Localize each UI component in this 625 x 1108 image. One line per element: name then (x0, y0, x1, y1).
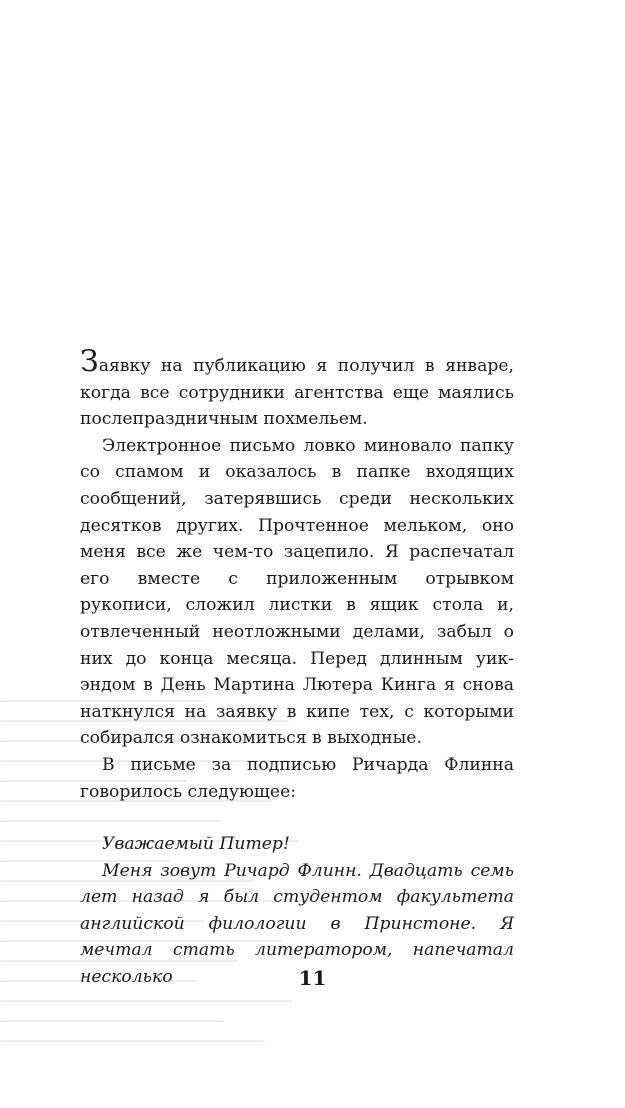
paragraph-3: В письме за подписью Ричарда Флинна говорилось следующее: (80, 754, 514, 802)
main-text (80, 344, 514, 991)
page-number: 11 (298, 966, 327, 990)
paragraph-1-text: аявку на публикацию я получил в январе, когда все сотрудники агентства еще маялись послепраздничным похмельем. (80, 356, 514, 430)
letter-salutation: Уважаемый Питер! (102, 834, 290, 855)
paragraph-2: Электронное письмо ловко миновало папку со спамом и оказалось в папке входящих сообщений, затерявшись среди нескольких десятков других. Прочтенное мельком, оно меня все же чем-то зацепило. Я распечатал его вместе с приложенным отрывком рукописи, сложил листки в ящик стола и, отвлеченный неотложными делами, забыл о них до конца месяца. Перед длинным уик-эндом в День Мартина Лютера Кинга я снова наткнулся на заявку в кипе тех, с которыми собирался ознакомиться в выходные. (80, 435, 514, 749)
drop-cap: З (80, 344, 99, 379)
paragraph-1 (80, 344, 514, 433)
letter-paragraph-1: Меня зовут Ричард Флинн. Двадцать семь лет назад я был студентом факультета английской филологии в Принстоне. Я мечтал стать литератором, напечатал несколько (80, 860, 514, 988)
